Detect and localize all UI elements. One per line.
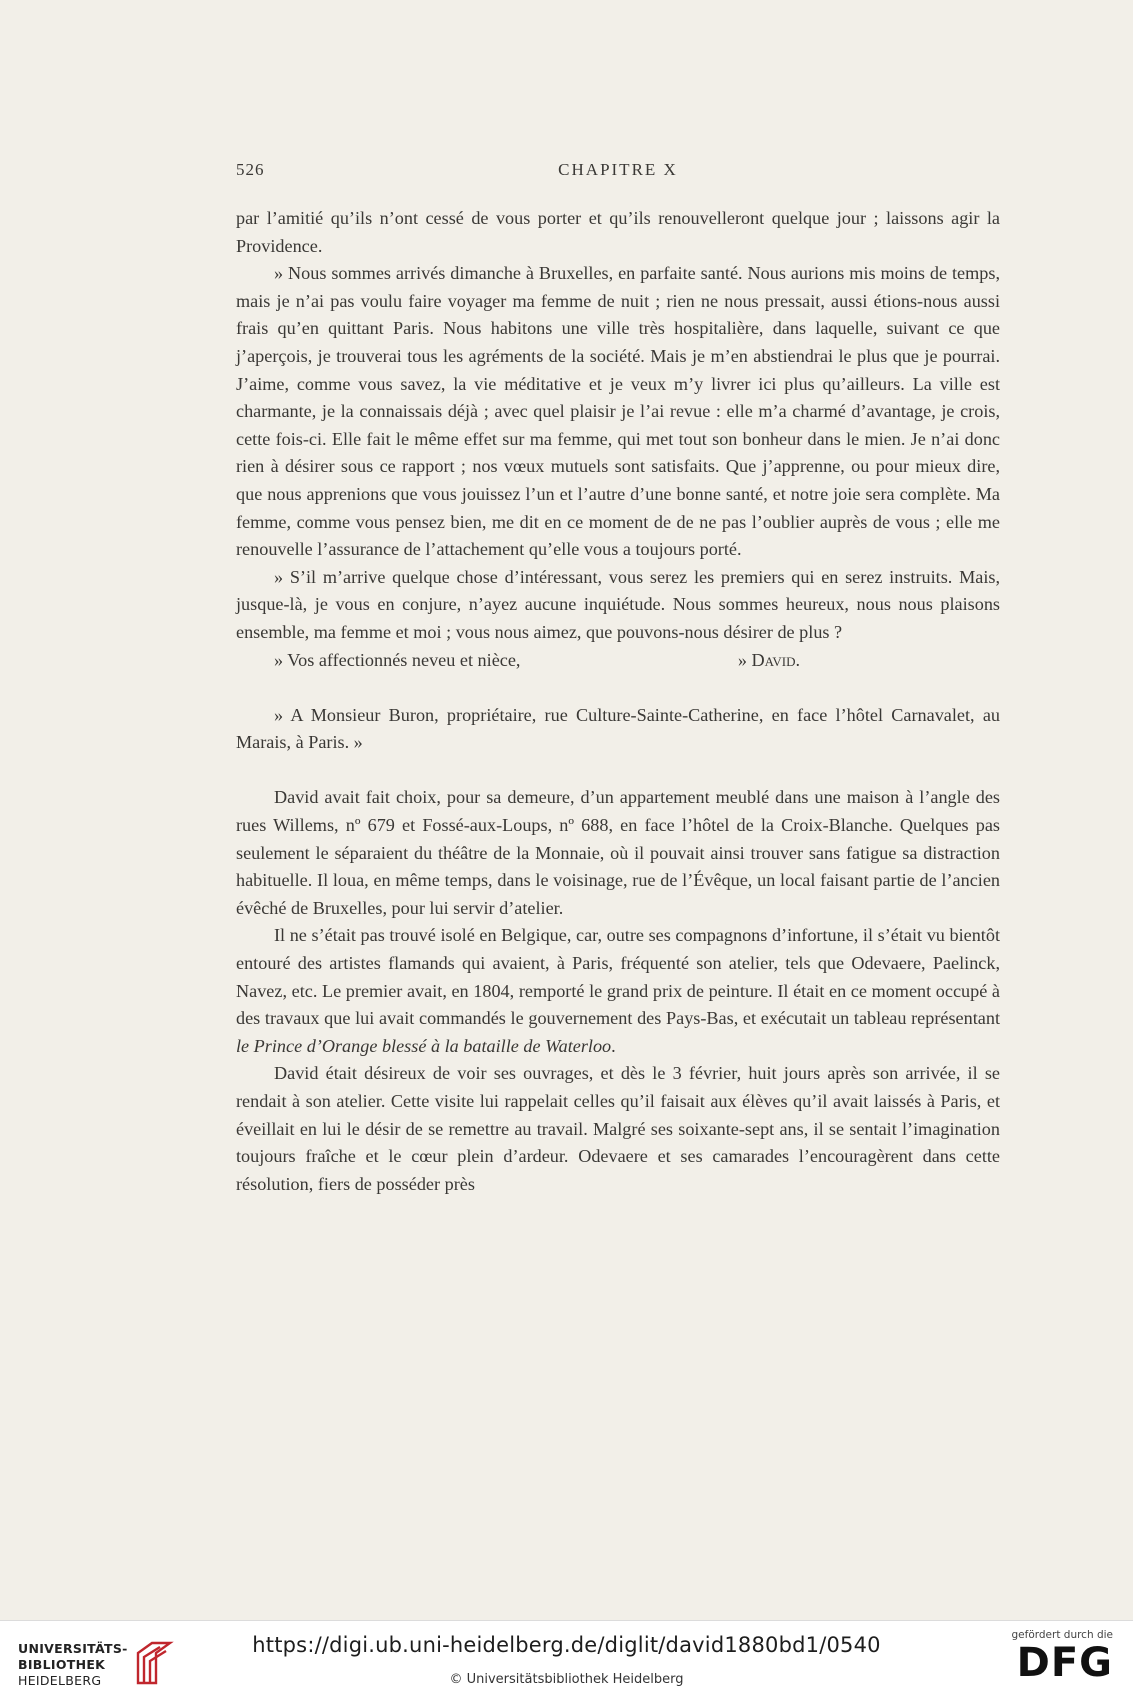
page-header — [236, 160, 1000, 190]
paragraph-text: Il ne s’était pas trouvé isolé en Belgique, car, outre ses compagnons d’infortune, il s’était vu bientôt entouré des artistes flamands qui avaient, à Paris, fréquenté son atelier, tels que Odevaere, Paelinck, Navez, etc. Le premier avait, en 1804, remporté le grand prix de peinture. Il était en ce moment occupé à des travaux que lui avait commandés le gouvernement des Pays-Bas, et exécutait un tableau représentant — [236, 925, 1000, 1029]
chapter-title: CHAPITRE X — [558, 160, 678, 179]
address-line: » A Monsieur Buron, propriétaire, rue Culture-Sainte-Catherine, en face l’hôtel Carnavalet, au Marais, à Paris. » — [236, 704, 1000, 753]
paragraph-end: . — [611, 1035, 616, 1056]
paragraph: David était désireux de voir ses ouvrages, et dès le 3 février, huit jours après son arrivée, il se rendait à son atelier. Cette visite lui rappelait celles qu’il faisait aux élèves qu’il avait laissés à Paris, et éveillait en lui le désir de se remettre au travail. Malgré ses soixante-sept ans, il se sentait l’imagination toujours fraîche et le cœur plein d’ardeur. Odevaere et ses camarades l’encouragèrent dans cette résolution, fiers de posséder près — [236, 1063, 1000, 1194]
paragraph: » S’il m’arrive quelque chose d’intéressant, vous serez les premiers qui en serez instruits. Mais, jusque-là, je vous en conjure, n’ayez aucune inquiétude. Nous sommes heureux, nous nous plaisons ensemble, ma femme et moi ; vous nous aimez, que pouvons-nous désirer de plus ? — [236, 566, 1000, 642]
ub-line3: HEIDELBERG — [18, 1673, 102, 1688]
paragraph: David avait fait choix, pour sa demeure, d’un appartement meublé dans une maison à l’angle des rues Willems, nº 679 et Fossé-aux-Loups, nº 688, en face l’hôtel de la Croix-Blanche. Quelques pas seulement le séparaient du théâtre de la Monnaie, où il pouvait ainsi trouver sans fatigue sa distraction habituelle. Il loua, en même temps, dans le voisinage, rue de l’Évêque, un local faisant partie de l’ancien évêché de Bruxelles, pour lui servir d’atelier. — [236, 787, 1000, 918]
closing-signature: » David. — [737, 649, 800, 670]
page-text — [236, 205, 1000, 1198]
closing-salutation: » Vos affectionnés neveu et nièce, — [274, 649, 521, 670]
ub-line1: UNIVERSITÄTS- — [18, 1641, 128, 1656]
paragraph — [236, 922, 1000, 1060]
ub-line2: BIBLIOTHEK — [18, 1657, 106, 1672]
copyright-notice: © Universitätsbibliothek Heidelberg — [449, 1672, 684, 1687]
dfg-logo[interactable] — [1003, 1629, 1113, 1695]
dfg-caption: gefördert durch die — [1011, 1629, 1113, 1641]
paragraph: » Nous sommes arrivés dimanche à Bruxelles, en parfaite santé. Nous aurions mis moins de temps, mais je n’ai pas voulu faire voyager ma femme de nuit ; rien ne nous pressait, aussi étions-nous aussi frais qu’en quittant Paris. Nous habitons une ville très hospitalière, dans laquelle, suivant ce que j’aperçois, je trouverai tous les agréments de la société. Mais je m’en abstiendrai le plus que je pourrai. J’aime, comme vous savez, la vie méditative et je veux m’y livrer ici plus qu’ailleurs. La ville est charmante, je la connaissais déjà ; avec quel plaisir je l’ai revue : elle m’a charmé d’avantage, je crois, cette fois-ci. Elle fait le même effet sur ma femme, qui met tout son bonheur dans le mien. Je n’ai donc rien à désirer sous ce rapport ; nos vœux mutuels sont satisfaits. Que j’apprenne, ou pour mieux dire, que nous apprenions que vous jouissez l’un et l’autre d’une bonne santé, et notre joie sera complète. Ma femme, comme vous pensez bien, me dit en ce moment de de ne pas l’oublier auprès de vous ; elle me renouvelle l’assurance de l’attachement qu’elle vous a toujours porté. — [236, 263, 1000, 560]
viewer-footer — [0, 1620, 1133, 1702]
letter-closing — [236, 647, 1000, 675]
painting-title: le Prince d’Orange blessé à la bataille de Waterloo — [236, 1035, 612, 1056]
dfg-wordmark: DFG — [1016, 1640, 1113, 1686]
paragraph: par l’amitié qu’ils n’ont cessé de vous porter et qu’ils renouvelleront quelque jour ; laissons agir la Providence. — [236, 208, 1000, 256]
permalink-url[interactable]: https://digi.ub.uni-heidelberg.de/diglit/david1880bd1/0540 — [252, 1633, 881, 1657]
page-number: 526 — [236, 160, 265, 179]
